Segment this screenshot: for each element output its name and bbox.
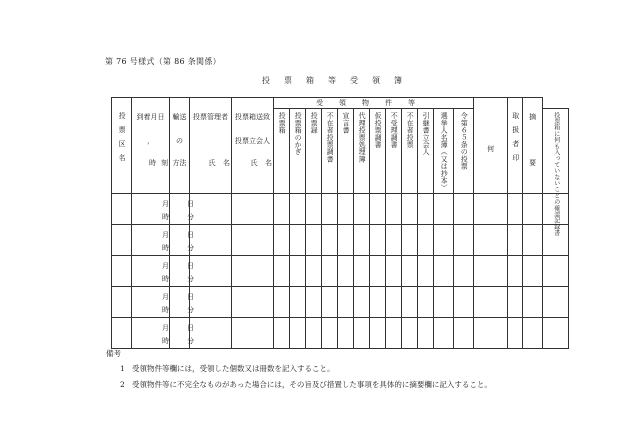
arrival-cell[interactable]: 月 日 時 分	[132, 287, 170, 318]
notes-title: 備考	[106, 349, 121, 358]
arrival-cell[interactable]: 月 日 時 分	[132, 225, 170, 256]
item-header-proxy-book: 代理投票処理簿	[354, 109, 370, 194]
note-item: 1 受領物件等欄には，受領した個数又は冊数を記入すること。	[120, 364, 335, 373]
form-number: 第 76 号様式（第 86 条関係）	[105, 57, 221, 66]
arrival-header: 到着月日 ， 時 刻	[132, 98, 170, 194]
district-cell[interactable]	[112, 194, 132, 225]
item-header-absentee-report: 不在者投票調書	[322, 109, 338, 194]
arrival-cell[interactable]: 月 日 時 分	[132, 194, 170, 225]
district-header: 投票区名	[112, 98, 132, 194]
manager-header: 投票管理者 氏 名	[190, 98, 232, 194]
what-header: 何	[474, 98, 508, 194]
item-header-rejection-report: 不受理調書	[386, 109, 402, 194]
notes-section	[106, 348, 492, 395]
item-header-ballot-box-key: 投票箱のかぎ	[290, 109, 306, 194]
item-header-voting-record: 投票録	[306, 109, 322, 194]
summary-header: 摘 要	[523, 98, 543, 194]
item-header-declaration: 宣言書	[338, 109, 354, 194]
table-row	[112, 225, 569, 256]
district-cell[interactable]	[112, 256, 132, 287]
transport-header: 輸送 の 方法	[170, 98, 190, 194]
district-cell[interactable]	[112, 225, 132, 256]
arrival-cell[interactable]: 月 日 時 分	[132, 318, 170, 349]
district-cell[interactable]	[112, 287, 132, 318]
item-header-absentee-ballot: 不在者投票	[402, 109, 418, 194]
table-row	[112, 287, 569, 318]
note-item: 2 受領物件等に不完全なものがあった場合には，その旨及び措置した事項を具体的に摘要欄に記入すること。	[120, 380, 492, 389]
item-header-handover-witness: 引継書立会人	[418, 109, 434, 194]
item-header-provisional-report: 仮投票調書	[370, 109, 386, 194]
table-row	[112, 318, 569, 349]
sender-header: 投票箱送致 投票立会人 氏 名	[232, 98, 274, 194]
received-items-header: 受領物件等	[274, 98, 474, 109]
form-title: 投票箱等受領簿	[262, 76, 416, 85]
item-header-ballot-box: 投票箱	[274, 109, 290, 194]
handler-header: 取扱者印	[508, 98, 523, 194]
item-header-voter-list: 選挙人名簿（又は抄本）	[434, 109, 454, 194]
arrival-cell[interactable]: 月 日 時 分	[132, 256, 170, 287]
table-row	[112, 256, 569, 287]
district-cell[interactable]	[112, 318, 132, 349]
item-header-article-65-ballot: 令第６５条の投票	[454, 109, 474, 194]
table-row	[112, 194, 569, 225]
register-table	[111, 97, 569, 349]
item-header-empty-box-record: 投票箱に何も入っていないことの確認記録書	[543, 109, 569, 194]
